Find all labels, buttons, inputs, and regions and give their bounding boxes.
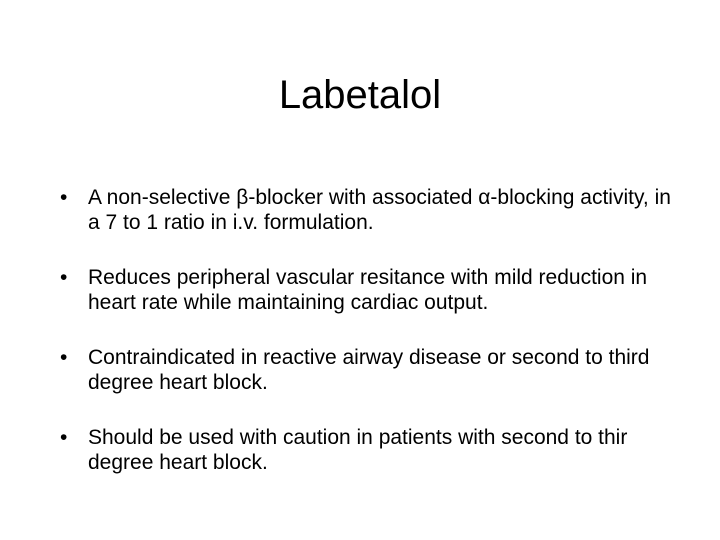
bullet-icon: • [60,426,68,449]
bullet-item [60,185,680,235]
slide-title: Labetalol [278,73,442,117]
bullet-text: Contraindicated in reactive airway disease or second to third degree heart block. [88,346,650,394]
bullet-list [60,185,680,505]
bullet-text: Reduces peripheral vascular resitance with mild reduction in heart rate while maintaining cardiac output. [88,266,648,314]
bullet-item [60,345,680,395]
bullet-icon: • [60,346,68,369]
bullet-text: Should be used with caution in patients with second to thir degree heart block. [88,426,628,474]
bullet-item [60,425,680,475]
bullet-item [60,265,680,315]
bullet-icon: • [60,266,68,289]
bullet-text: A non-selective β-blocker with associated α-blocking activity, in a 7 to 1 ratio in i.v. formulation. [88,186,671,234]
bullet-icon: • [60,186,68,209]
